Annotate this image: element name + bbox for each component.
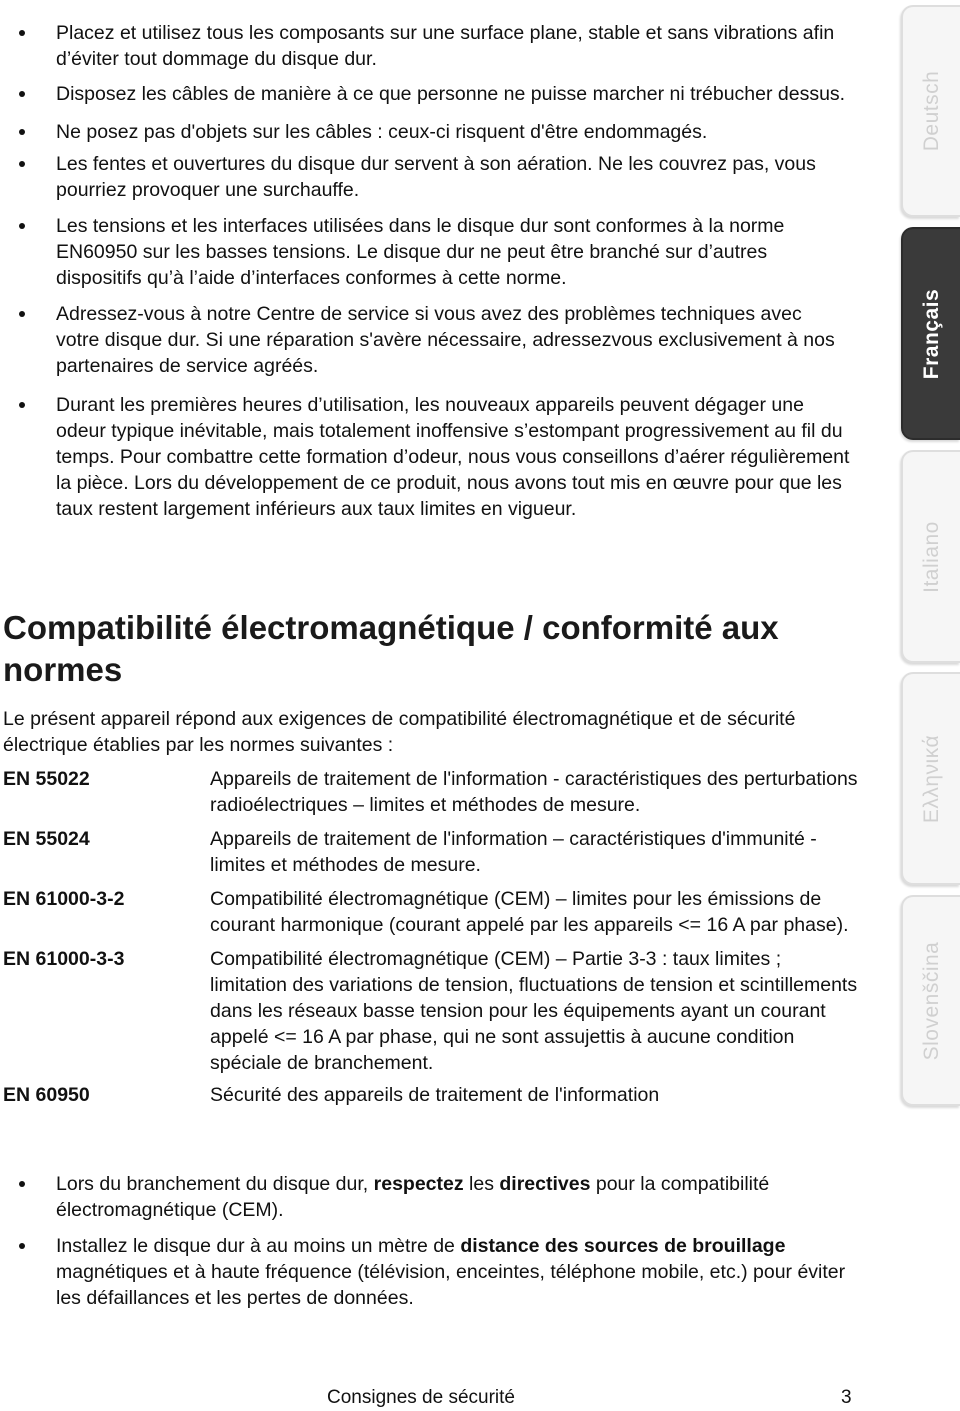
list-item-text: Adressez-vous à notre Centre de service si vous avez des problèmes techniques avec votre disque dur. Si une réparation s'avère nécessaire, adressezvous exclusivement à nos partenaires de service agréés.	[56, 303, 835, 377]
bullet-icon	[19, 402, 25, 408]
tab-label: Français	[919, 288, 943, 379]
standard-description: Compatibilité électromagnétique (CEM) – limites pour les émissions de courant harmonique (courant appelé par les appareils <= 16 A par phase).	[210, 888, 849, 936]
tab-label: Slovenščina	[919, 941, 943, 1060]
list-item-text: Ne posez pas d'objets sur les câbles : ceux-ci risquent d'être endommagés.	[56, 121, 708, 143]
tab-greek[interactable]	[901, 672, 960, 885]
standards-list	[3, 766, 863, 1116]
list-item-text: Disposez les câbles de manière à ce que personne ne puisse marcher ni trébucher dessus.	[56, 83, 846, 105]
emphasis-text: respectez	[373, 1173, 464, 1195]
tab-slovenscina[interactable]	[901, 895, 960, 1106]
standard-description: Appareils de traitement de l'information – caractéristiques d'immunité - limites et méthodes de mesure.	[210, 828, 817, 876]
list-item-text: Les fentes et ouvertures du disque dur servent à son aération. Ne les couvrez pas, vous pourriez provoquer une surchauffe.	[56, 153, 816, 201]
safety-bullet-list	[0, 20, 850, 533]
standard-row	[3, 1082, 863, 1108]
bullet-icon	[19, 311, 25, 317]
footer-title: Consignes de sécurité	[327, 1387, 515, 1408]
list-item	[0, 213, 850, 291]
standard-row	[3, 946, 863, 1076]
bullet-icon	[19, 1243, 25, 1249]
standard-code: EN 60950	[3, 1084, 90, 1106]
standard-code: EN 61000-3-2	[3, 888, 125, 910]
bullet-icon	[19, 91, 25, 97]
standard-description: Sécurité des appareils de traitement de l'information	[210, 1084, 660, 1106]
list-item	[0, 392, 850, 522]
standard-code: EN 55024	[3, 828, 90, 850]
tab-deutsch[interactable]	[901, 5, 960, 217]
tab-italiano[interactable]	[901, 450, 960, 663]
standard-row	[3, 766, 863, 818]
section-intro: Le présent appareil répond aux exigences de compatibilité électromagnétique et de sécurité électrique établies par les normes suivantes :	[3, 708, 796, 756]
bullet-icon	[19, 129, 25, 135]
standard-description: Compatibilité électromagnétique (CEM) – Partie 3-3 : taux limites ; limitation des variations de tension, fluctuations de tension et scintillements dans les réseaux basse tension pour les équipements ayant un courant appelé <= 16 A par phase, qui ne sont assujettis à aucune condition spéciale de branchement.	[210, 948, 858, 1074]
tab-label: Deutsch	[919, 70, 943, 152]
bullet-icon	[19, 30, 25, 36]
bullet-icon	[19, 1181, 25, 1187]
list-item-text: Les tensions et les interfaces utilisées dans le disque dur sont conformes à la norme EN60950 sur les basses tensions. Le disque dur ne peut être branché sur d’autres dispositifs qu’à l’aide d’interfaces conformes à cette norme.	[56, 215, 785, 289]
list-item	[0, 1171, 850, 1223]
list-item	[0, 20, 850, 72]
list-item-text: magnétiques et à haute fréquence (télévision, enceintes, téléphone mobile, etc.) pour éviter les défaillances et les pertes de données.	[56, 1261, 846, 1309]
list-item	[0, 81, 850, 107]
standard-code: EN 55022	[3, 768, 90, 790]
emphasis-text: directives	[499, 1173, 591, 1195]
list-item	[0, 301, 850, 379]
language-tabs	[901, 0, 960, 1110]
tab-francais[interactable]	[901, 227, 960, 440]
tab-label: Ελληνικά	[919, 734, 943, 823]
standard-row	[3, 886, 863, 938]
standard-row	[3, 826, 863, 878]
bullet-icon	[19, 161, 25, 167]
list-item-text: pour la compatibilité électromagnétique (CEM).	[56, 1173, 770, 1221]
section-heading: Compatibilité électromagnétique / conformité aux normes	[3, 609, 779, 688]
list-item-text: Installez le disque dur à au moins un mètre de	[56, 1235, 461, 1257]
bullet-icon	[19, 223, 25, 229]
list-item	[0, 119, 850, 145]
emphasis-text: distance des sources de brouillage	[460, 1235, 786, 1257]
list-item-text: Placez et utilisez tous les composants sur une surface plane, stable et sans vibrations afin d’éviter tout dommage du disque dur.	[56, 22, 835, 70]
list-item-text: Durant les premières heures d’utilisation, les nouveaux appareils peuvent dégager une odeur typique inévitable, mais totalement inoffensive s’estompant progressivement au fil du temps. Pour combattre cette formation d’odeur, nous vous conseillons d’aérer régulièrement la pièce. Lors du développement de ce produit, nous avons tout mis en œuvre pour que les taux restent largement inférieurs aux taux limites en vigueur.	[56, 394, 850, 520]
standard-description: Appareils de traitement de l'information - caractéristiques des perturbations radioélectriques – limites et méthodes de mesure.	[210, 768, 858, 816]
list-item	[0, 151, 850, 203]
list-item-text: les	[463, 1173, 500, 1195]
list-item	[0, 1233, 850, 1311]
list-item-text: Lors du branchement du disque dur,	[56, 1173, 374, 1195]
emc-bullet-list	[0, 1171, 850, 1321]
standard-code: EN 61000-3-3	[3, 948, 125, 970]
page-number: 3	[841, 1387, 852, 1408]
tab-label: Italiano	[919, 520, 943, 593]
